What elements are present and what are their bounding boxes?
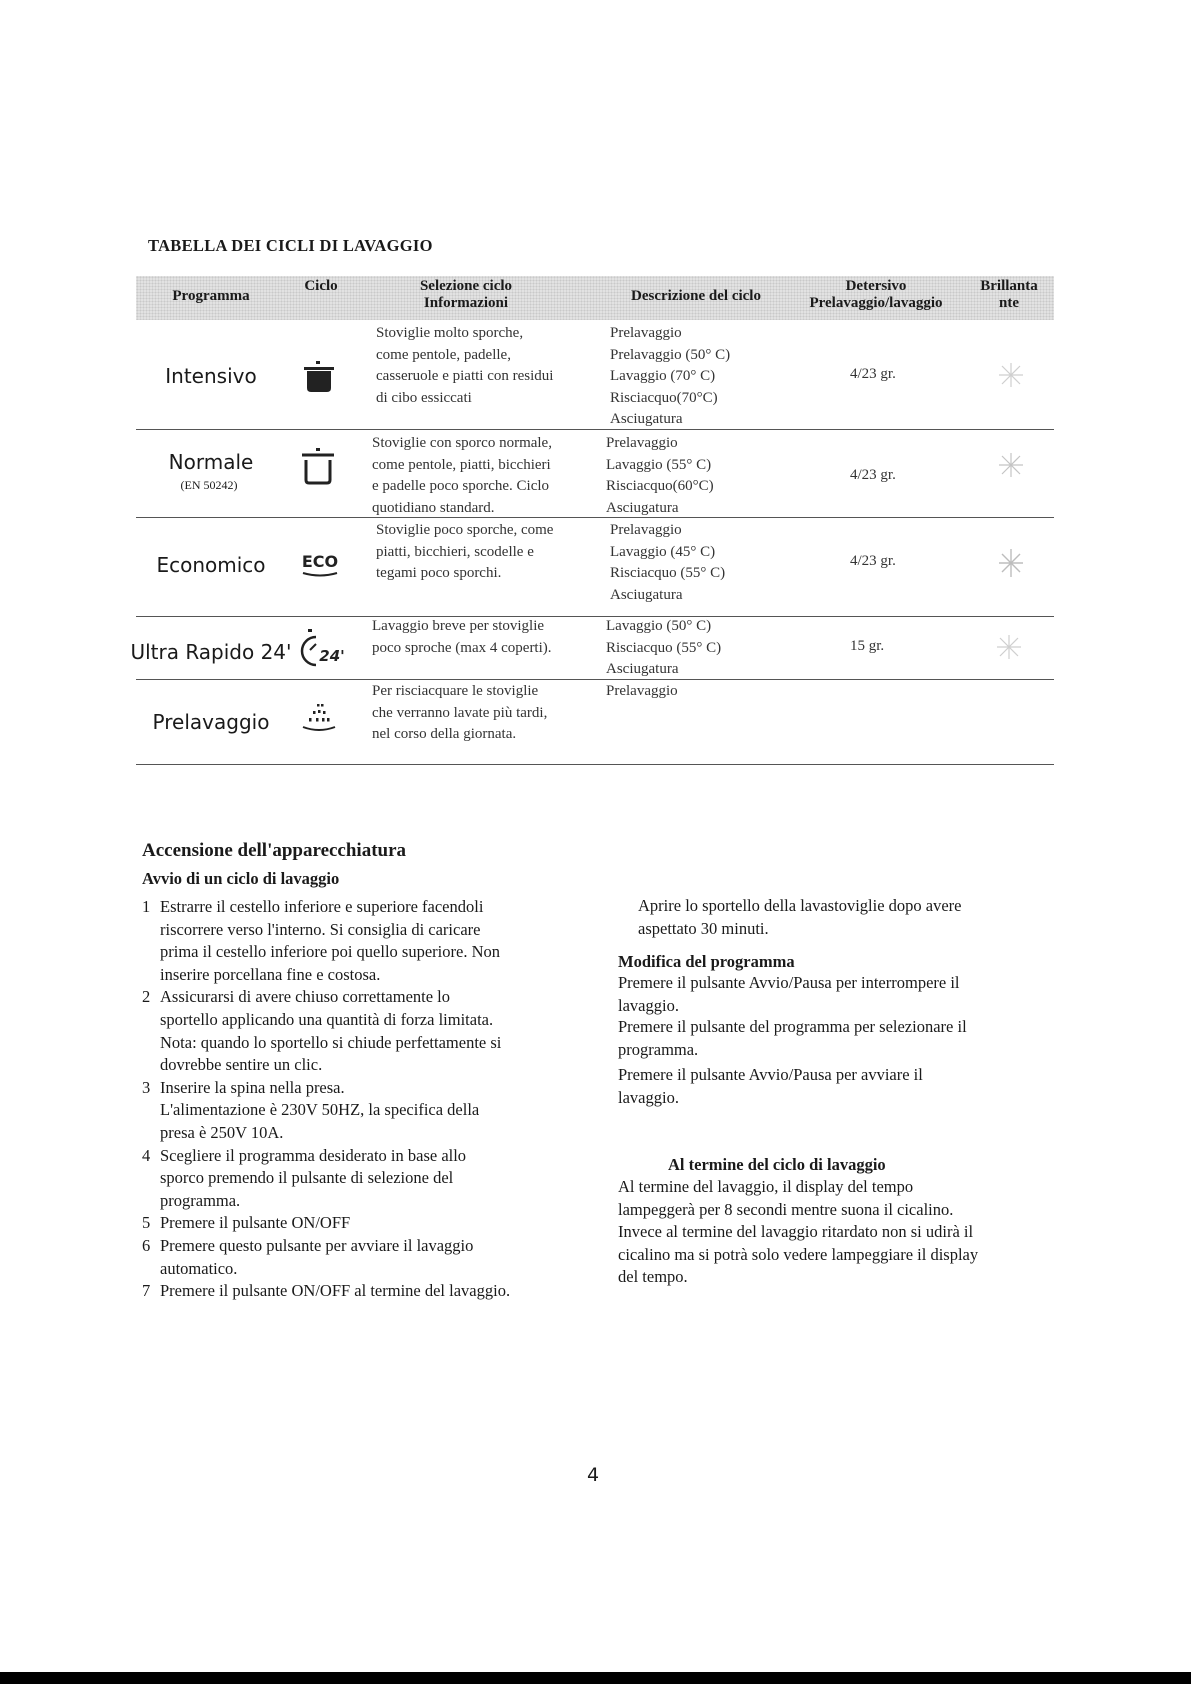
header-detersivo [786,278,966,312]
info-line: casseruole e piatti con residui [376,368,554,384]
header-brillantante-line1: Brillanta [980,278,1038,294]
program-sub-normale: (EN 50242) [180,478,238,492]
info-line: di cibo essiccati [376,389,472,406]
program-name-economico: Economico [156,553,266,577]
header-descrizione: Descrizione del ciclo [631,288,761,304]
info-line: Stoviglie con sporco normale, [372,435,552,451]
para-line: Premere il pulsante Avvio/Pausa per avviare il [618,1065,923,1084]
desc-prelavaggio [606,681,678,703]
desc-intensivo [610,323,730,431]
step-line: Assicurarsi di avere chiuso correttamente lo [160,987,451,1007]
header-brillantante [964,278,1054,312]
desc-line: Asciugatura [606,499,679,516]
eco-icon-text: ECO [301,552,339,571]
desc-line: Lavaggio (55° C) [606,456,712,473]
clock-24-icon-text: 24' [319,647,345,665]
program-name-prelavaggio: Prelavaggio [152,710,270,734]
para-line: Aprire lo sportello della lavastoviglie dopo avere [638,896,962,915]
step-number: 3 [142,1077,151,1097]
info-line: Stoviglie molto sporche, [376,325,524,341]
desc-line: Risciacquo (55° C) [610,565,726,581]
modifica-para-3 [618,1064,923,1109]
para-line: lampeggerà per 8 secondi mentre suona il cicalino. [618,1199,954,1219]
list-item [142,896,602,986]
info-intensivo [376,323,553,409]
program-name-ultra-rapido: Ultra Rapido 24' [130,640,292,664]
info-line: poco sproche (max 4 coperti). [372,639,552,656]
step-line: programma. [160,1190,241,1210]
para-line: lavaggio. [618,995,679,1015]
modifica-title: Modifica del programma [618,952,795,971]
list-item [142,1280,602,1303]
row-divider [136,429,1054,430]
detersivo-ultra-rapido: 15 gr. [850,638,885,654]
table-header [136,276,1054,320]
cup-icon [300,446,336,491]
step-line: prima il cestello inferiore poi quello superiore. Non [160,942,500,962]
sparkle-icon [994,632,1024,667]
desc-line: Risciacquo(70°C) [610,389,718,406]
info-line: nel corso della giornata. [372,726,517,742]
step-line: Premere il pulsante ON/OFF [160,1213,351,1233]
desc-line: Asciugatura [606,661,679,677]
info-line: tegami poco sporchi. [376,565,502,581]
list-item [142,1212,602,1235]
row-divider [136,679,1054,680]
info-prelavaggio [372,681,547,746]
info-line: piatti, bicchieri, scodelle e [376,543,534,560]
step-line: sporco premendo il pulsante di selezione del [160,1168,454,1188]
row-divider [136,616,1054,617]
row-divider [136,517,1054,518]
para-line: Al termine del lavaggio, il display del tempo [618,1177,914,1196]
info-line: Per risciacquare le stoviglie [372,683,539,699]
header-selezione [386,278,546,312]
step-line: Inserire la spina nella presa. [160,1077,345,1097]
page-number: 4 [587,1464,600,1486]
para-line: aspettato 30 minuti. [638,918,769,938]
para-line: del tempo. [618,1267,688,1287]
header-brillantante-line2: nte [999,295,1019,311]
section-title: Accensione dell'apparecchiatura [142,840,407,861]
sparkle-icon [996,546,1026,585]
desc-ultra-rapido [606,616,721,681]
info-normale [372,433,552,519]
desc-line: Asciugatura [610,586,683,603]
step-line: sportello applicando una quantità di forza limitata. [160,1009,494,1029]
info-economico [376,520,553,585]
detersivo-normale: 4/23 gr. [850,467,896,483]
info-line: come pentole, padelle, [376,346,511,363]
pot-icon [302,360,336,399]
detersivo-economico: 4/23 gr. [850,553,896,569]
para-line: lavaggio. [618,1087,679,1107]
header-programma: Programma [172,288,250,304]
step-line: Estrarre il cestello inferiore e superiore facendoli [160,897,484,916]
info-line: come pentole, piatti, bicchieri [372,456,551,473]
info-line: che verranno lavate più tardi, [372,704,548,721]
desc-line: Prelavaggio [610,325,682,341]
list-item [142,1145,602,1213]
eco-icon [300,550,340,585]
sparkle-icon [996,360,1026,395]
subsection-title: Avvio di un ciclo di lavaggio [142,869,340,888]
step-number: 4 [142,1145,151,1165]
spray-icon [300,700,338,741]
step-line: riscorrere verso l'interno. Si consiglia di caricare [160,919,481,939]
modifica-para-2 [618,1016,967,1061]
para-line: Invece al termine del lavaggio ritardato non si udirà il [618,1222,974,1242]
para-line: Premere il pulsante Avvio/Pausa per interrompere il [618,973,960,992]
desc-line: Prelavaggio (50° C) [610,346,731,363]
step-number: 5 [142,1213,151,1233]
list-item [142,1235,602,1280]
sparkle-icon [996,450,1026,485]
desc-line: Lavaggio (50° C) [606,618,712,634]
desc-normale [606,433,714,519]
step-line: L'alimentazione è 230V 50HZ, la specifica della [160,1100,480,1120]
list-item [142,986,602,1076]
info-ultra-rapido [372,616,552,659]
header-detersivo-line1: Detersivo [845,278,907,294]
desc-line: Prelavaggio [606,683,678,699]
table-title: TABELLA DEI CICLI DI LAVAGGIO [148,236,433,255]
para-line: cicalino ma si potrà solo vedere lampeggiare il display [618,1244,979,1264]
desc-line: Risciacquo (55° C) [606,639,722,656]
list-item [142,1077,602,1145]
para-line: Premere il pulsante del programma per selezionare il [618,1017,967,1036]
desc-line: Lavaggio (70° C) [610,368,716,384]
desc-line: Risciacquo(60°C) [606,478,714,494]
header-selezione-line2: Informazioni [423,295,509,311]
step-line: Nota: quando lo sportello si chiude perfettamente si [160,1032,502,1052]
info-line: e padelle poco sporche. Ciclo [372,478,550,494]
desc-line: Prelavaggio [606,435,678,451]
step-number: 7 [142,1281,151,1301]
steps-list [142,896,602,1303]
scan-edge-bar [0,1672,1191,1684]
info-line: quotidiano standard. [372,499,495,516]
desc-economico [610,520,725,606]
header-ciclo: Ciclo [304,278,338,294]
step-line: Premere il pulsante ON/OFF al termine del lavaggio. [160,1281,511,1301]
step-line: automatico. [160,1258,238,1278]
step-line: presa è 250V 10A. [160,1122,284,1142]
program-name-intensivo: Intensivo [165,364,257,388]
desc-line: Lavaggio (45° C) [610,543,716,560]
right-intro [638,895,961,940]
termine-title: Al termine del ciclo di lavaggio [668,1155,886,1174]
step-line: Premere questo pulsante per avviare il lavaggio [160,1235,474,1255]
info-line: Stoviglie poco sporche, come [376,522,554,538]
step-line: inserire porcellana fine e costosa. [160,964,381,984]
row-divider [136,764,1054,765]
termine-para [618,1176,978,1289]
desc-line: Prelavaggio [610,522,682,538]
step-number: 1 [142,897,151,916]
step-line: Scegliere il programma desiderato in base allo [160,1145,467,1165]
step-number: 2 [142,987,151,1007]
desc-line: Asciugatura [610,411,683,427]
program-name-normale: Normale [168,450,254,474]
header-detersivo-line2: Prelavaggio/lavaggio [809,295,943,311]
info-line: Lavaggio breve per stoviglie [372,618,545,634]
detersivo-intensivo: 4/23 gr. [850,366,896,382]
clock-24-icon [296,628,346,673]
header-selezione-line1: Selezione ciclo [419,278,513,294]
modifica-para-1 [618,972,960,1017]
step-line: dovrebbe sentire un clic. [160,1055,323,1075]
step-number: 6 [142,1235,151,1255]
para-line: programma. [618,1039,699,1059]
